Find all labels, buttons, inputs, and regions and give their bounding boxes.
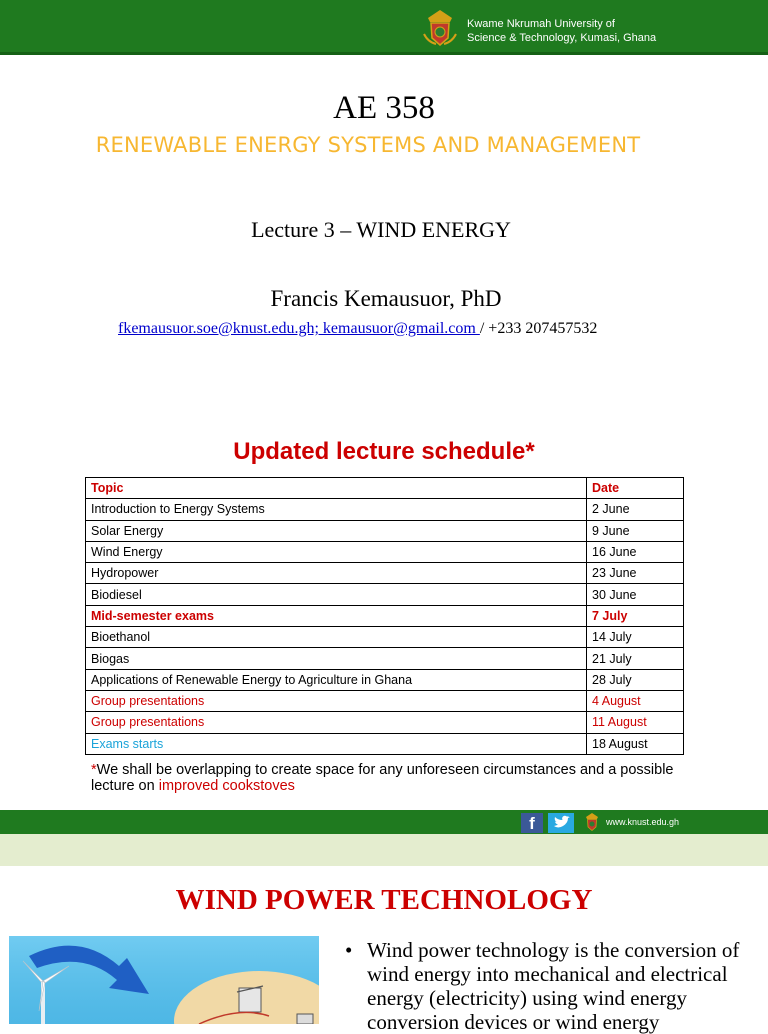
row-topic: Introduction to Energy Systems bbox=[86, 499, 587, 520]
table-row bbox=[86, 605, 684, 626]
table-row bbox=[86, 584, 684, 605]
table-row bbox=[86, 733, 684, 754]
row-date: 2 June bbox=[587, 499, 684, 520]
university-name bbox=[467, 17, 757, 45]
row-date: 16 June bbox=[587, 541, 684, 562]
twitter-icon[interactable] bbox=[548, 813, 574, 833]
slide-separator bbox=[0, 834, 768, 866]
slide2-title: WIND POWER TECHNOLOGY bbox=[175, 884, 593, 916]
row-date: 18 August bbox=[587, 733, 684, 754]
row-topic: Mid-semester exams bbox=[86, 605, 587, 626]
row-date: 14 July bbox=[587, 627, 684, 648]
university-crest-icon bbox=[420, 8, 460, 48]
schedule-heading: Updated lecture schedule* bbox=[233, 438, 535, 465]
row-topic: Biodiesel bbox=[86, 584, 587, 605]
table-row bbox=[86, 563, 684, 584]
row-date: 9 June bbox=[587, 520, 684, 541]
row-topic: Exams starts bbox=[86, 733, 587, 754]
header-topic: Topic bbox=[86, 478, 587, 499]
row-date: 4 August bbox=[587, 690, 684, 711]
table-row bbox=[86, 712, 684, 733]
row-topic: Bioethanol bbox=[86, 627, 587, 648]
schedule-table bbox=[85, 477, 684, 755]
footnote-highlight: improved cookstoves bbox=[158, 778, 295, 794]
footnote-asterisk: * bbox=[91, 762, 97, 778]
row-date: 21 July bbox=[587, 648, 684, 669]
phone-number: / +233 207457532 bbox=[479, 320, 598, 337]
facebook-icon[interactable]: f bbox=[521, 813, 543, 833]
university-name-line2: Science & Technology, Kumasi, Ghana bbox=[467, 32, 657, 44]
row-topic: Applications of Renewable Energy to Agriculture in Ghana bbox=[86, 669, 587, 690]
email-link[interactable]: fkemausuor.soe@knust.edu.gh; kemausuor@gmail.com bbox=[118, 320, 480, 337]
table-row bbox=[86, 648, 684, 669]
course-title: RENEWABLE ENERGY SYSTEMS AND MANAGEMENT bbox=[95, 133, 641, 157]
university-crest-icon bbox=[582, 812, 602, 832]
footnote-text: We shall be overlapping to create space for any unforeseen circumstances and a possible lecture on bbox=[91, 762, 674, 794]
row-topic: Group presentations bbox=[86, 712, 587, 733]
table-row bbox=[86, 690, 684, 711]
row-date: 11 August bbox=[587, 712, 684, 733]
table-row bbox=[86, 520, 684, 541]
contact-line bbox=[118, 320, 597, 338]
table-header-row bbox=[86, 478, 684, 499]
row-date: 23 June bbox=[587, 563, 684, 584]
table-row bbox=[86, 499, 684, 520]
table-row bbox=[86, 541, 684, 562]
row-topic: Solar Energy bbox=[86, 520, 587, 541]
header-date: Date bbox=[587, 478, 684, 499]
bullet-text: Wind power technology is the conversion of wind energy into mechanical and electrical energy (electricity) using wind energy conversion devices or wind energy bbox=[367, 938, 740, 1034]
row-topic: Wind Energy bbox=[86, 541, 587, 562]
schedule-footnote bbox=[91, 762, 691, 794]
bullet-marker: • bbox=[345, 938, 353, 962]
row-topic: Biogas bbox=[86, 648, 587, 669]
table-row bbox=[86, 627, 684, 648]
university-name-line1: Kwame Nkrumah University of bbox=[467, 18, 615, 30]
table-row bbox=[86, 669, 684, 690]
row-date: 7 July bbox=[587, 605, 684, 626]
course-code: AE 358 bbox=[333, 90, 435, 126]
row-date: 28 July bbox=[587, 669, 684, 690]
wind-turbine-illustration bbox=[9, 936, 319, 1024]
author-name: Francis Kemausuor, PhD bbox=[270, 286, 502, 311]
row-topic: Group presentations bbox=[86, 690, 587, 711]
row-topic: Hydropower bbox=[86, 563, 587, 584]
lecture-title: Lecture 3 – WIND ENERGY bbox=[251, 217, 511, 242]
website-url[interactable]: www.knust.edu.gh bbox=[606, 817, 680, 827]
row-date: 30 June bbox=[587, 584, 684, 605]
